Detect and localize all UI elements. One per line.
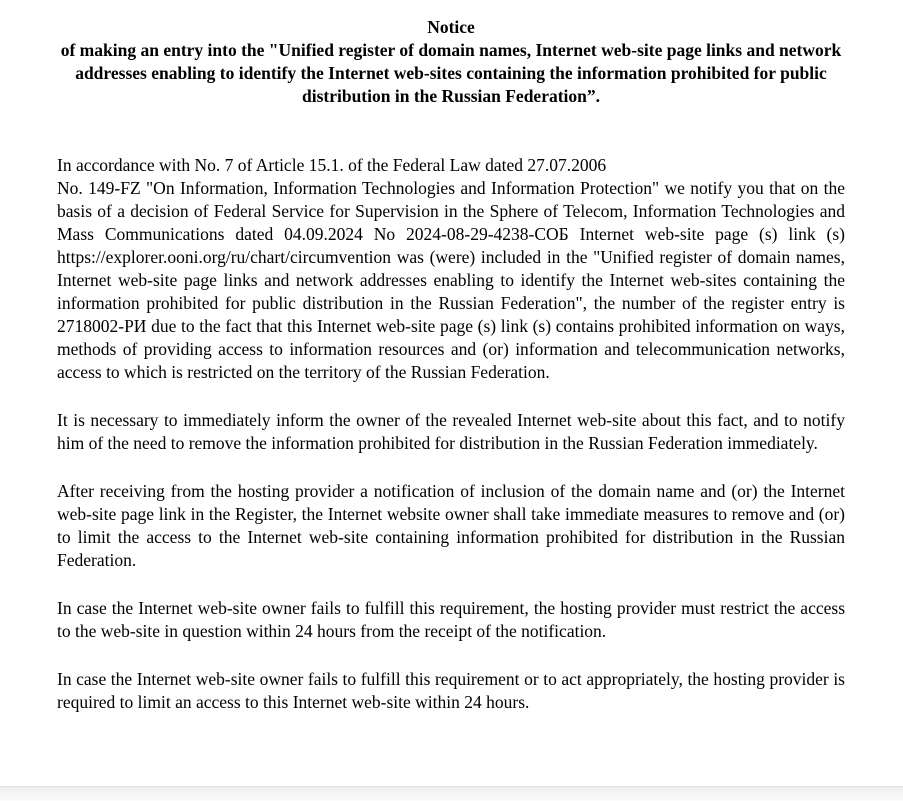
paragraph-legal-basis-intro: In accordance with No. 7 of Article 15.1. of the Federal Law dated 27.07.2006 xyxy=(57,155,607,175)
page-bottom-edge xyxy=(0,786,903,801)
paragraph-legal-basis xyxy=(57,154,845,384)
document-title xyxy=(57,16,845,108)
paragraph-24h-limit: In case the Internet web-site owner fails to fulfill this requirement or to act appropriately, the hosting provider is required to limit an access to this Internet web-site within 24 hours. xyxy=(57,669,845,712)
paragraph-notify-owner: It is necessary to immediately inform the owner of the revealed Internet web-site about this fact, and to notify him of the need to remove the information prohibited for distribution in the Russian Federation immediately. xyxy=(57,410,845,453)
paragraph-24h-restriction: In case the Internet web-site owner fails to fulfill this requirement, the hosting provider must restrict the access to the web-site in question within 24 hours from the receipt of the notification. xyxy=(57,598,845,641)
paragraph-legal-basis-body: No. 149-FZ "On Information, Information Technologies and Information Protection" we notify you that on the basis of a decision of Federal Service for Supervision in the Sphere of Telecom, Information Technologies and Mass Communications dated 04.09.2024 No 2024-08-29-4238-СОБ Internet web-site page (s) link (s) https://explorer.ooni.org/ru/chart/circumvention was (were) included in the "Unified register of domain names, Internet web-site page links and network addresses enabling to identify the Internet web-sites containing the information prohibited for public distribution in the Russian Federation", the number of the register entry is 2718002-РИ due to the fact that this Internet web-site page (s) link (s) contains prohibited information on ways, methods of providing access to information resources and (or) information and telecommunication networks, access to which is restricted on the territory of the Russian Federation. xyxy=(57,178,845,382)
title-heading: Notice xyxy=(427,17,475,37)
paragraph-hosting-provider-measures: After receiving from the hosting provider a notification of inclusion of the domain name and (or) the Internet web-site page link in the Register, the Internet website owner shall take immediate measures to remove and (or) to limit the access to the Internet web-site containing information prohibited for distribution in the Russian Federation. xyxy=(57,481,845,570)
title-subtitle: of making an entry into the "Unified register of domain names, Internet web-site page links and network addresses enabling to identify the Internet web-sites containing the information prohibited for public distribution in the Russian Federation”. xyxy=(60,40,842,106)
